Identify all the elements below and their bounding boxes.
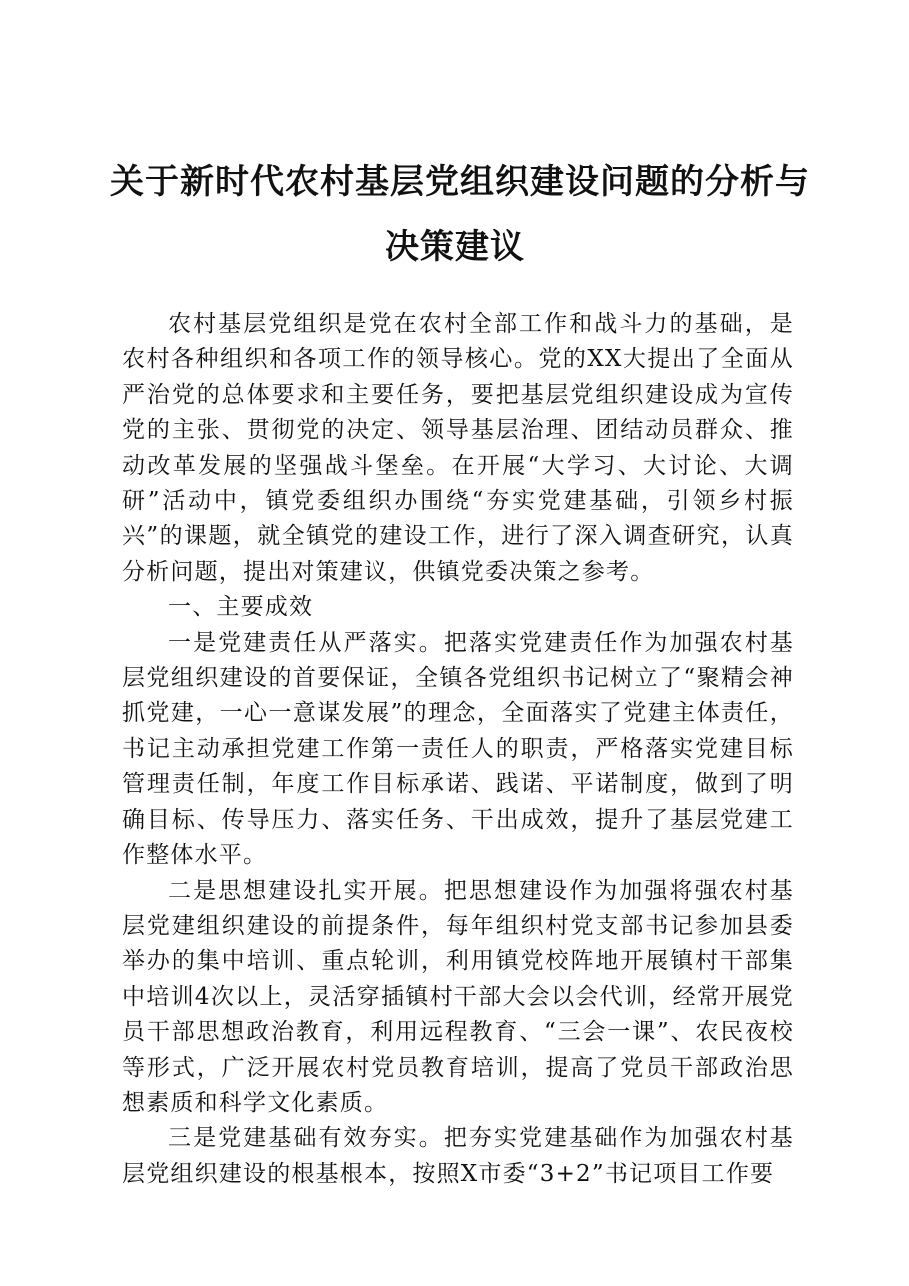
body-paragraph: 一是党建责任从严落实。把落实党建责任作为加强农村基层党组织建设的首要保证，全镇各党组织书记树立了“聚精会神抓党建，一心一意谋发展”的理念，全面落实了党建主体责任，书记主动承担党建工作第一责任人的职责，严格落实党建目标管理责任制，年度工作目标承诺、践诺、平诺制度，做到了明确目标、传导压力、落实任务、干出成效，提升了基层党建工作整体水平。 [122,629,794,869]
body-paragraph: 二是思想建设扎实开展。把思想建设作为加强将强农村基层党建组织建设的前提条件，每年组织村党支部书记参加县委举办的集中培训、重点轮训，利用镇党校阵地开展镇村干部集中培训4次以上，灵活穿插镇村干部大会以会代训，经常开展党员干部思想政治教育，利用远程教育、“三会一课”、农民夜校等形式，广泛开展农村党员教育培训，提高了党员干部政治思想素质和科学文化素质。 [122,877,794,1116]
document-body [122,307,794,1192]
body-paragraph: 三是党建基础有效夯实。把夯实党建基础作为加强农村基层党组织建设的根基根本，按照X市委“3+2”书记项目工作要 [122,1125,794,1187]
section-heading: 一、主要成效 [168,594,314,621]
document-title-line-1: 关于新时代农村基层党组织建设问题的分析与 [110,162,810,202]
intro-paragraph: 农村基层党组织是党在农村全部工作和战斗力的基础，是农村各种组织和各项工作的领导核心。党的XX大提出了全面从严治党的总体要求和主要任务，要把基层党组织建设成为宣传党的主张、贯彻党的决定、领导基层治理、团结动员群众、推动改革发展的坚强战斗堡垒。在开展“大学习、大讨论、大调研”活动中，镇党委组织办围绕“夯实党建基础，引领乡村振兴”的课题，就全镇党的建设工作，进行了深入调查研究，认真分析问题，提出对策建议，供镇党委决策之参考。 [122,311,794,585]
document-title-line-2: 决策建议 [385,227,525,267]
